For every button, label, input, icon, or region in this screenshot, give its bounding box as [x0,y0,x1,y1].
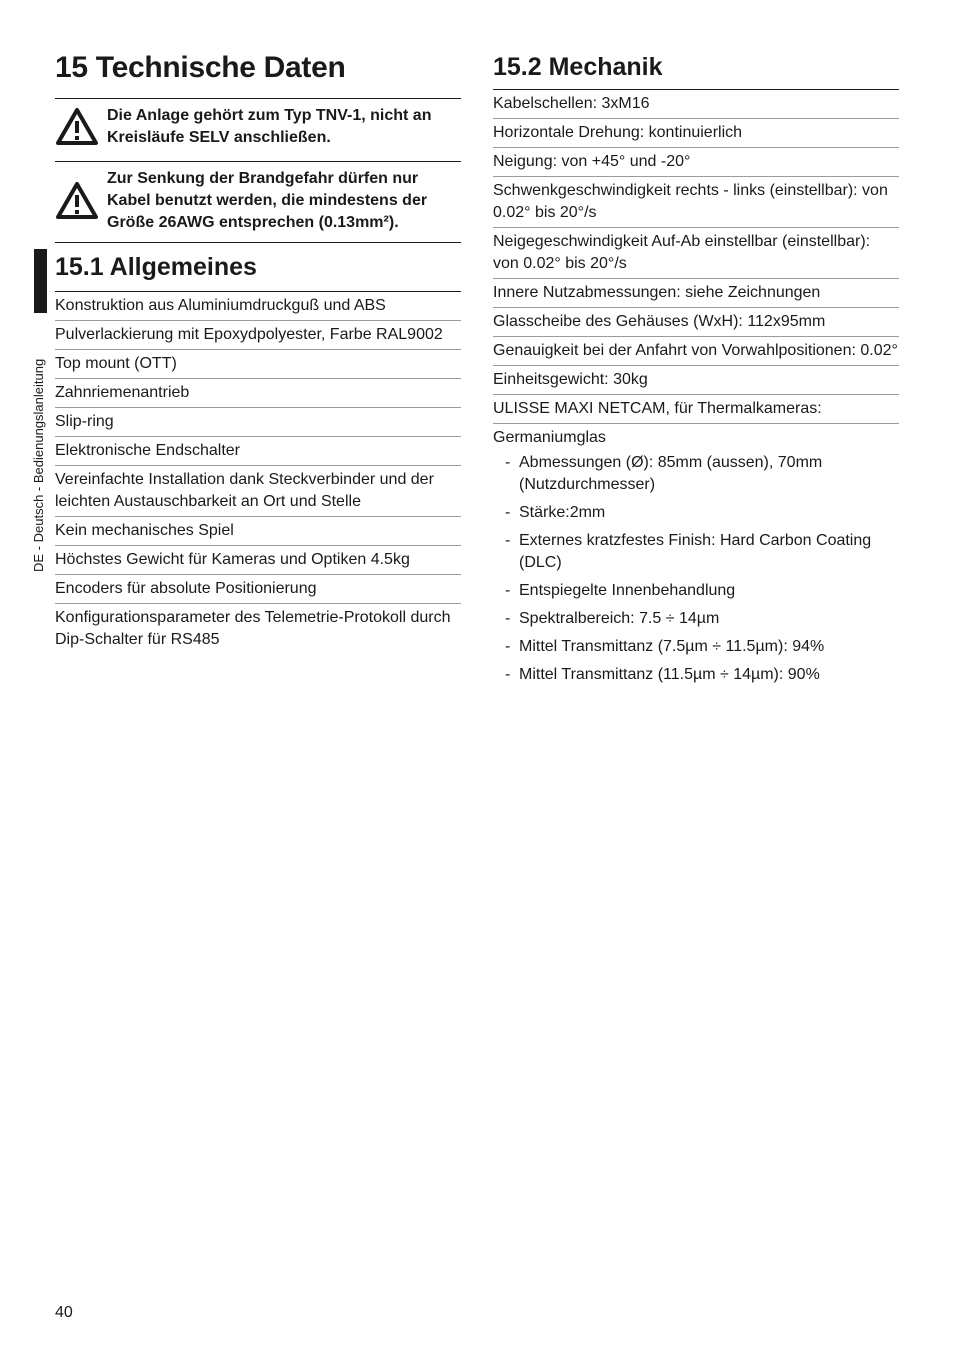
warning-triangle-icon [55,107,99,147]
list-item: Kabelschellen: 3xM16 [493,90,899,119]
list-item: Encoders für absolute Positionierung [55,575,461,604]
list-item: Slip-ring [55,408,461,437]
page-number: 40 [55,1304,73,1321]
list-item: Konfigurationsparameter des Telemetrie-Protokoll durch Dip-Schalter für RS485 [55,609,451,648]
section-heading-general: 15.1 Allgemeines [55,253,257,281]
right-column [493,50,899,692]
list-item: Zahnriemenantrieb [55,379,461,408]
list-item: Innere Nutzabmessungen: siehe Zeichnungen [493,279,899,308]
mechanics-list [493,89,899,692]
list-item: Pulverlackierung mit Epoxydpolyester, Farbe RAL9002 [55,321,461,350]
left-column [55,50,461,654]
list-item: Glasscheibe des Gehäuses (WxH): 112x95mm [493,308,899,337]
warning-box [55,161,461,242]
sublist-item: - Mittel Transmittanz (11.5µm ÷ 14µm): 90% [493,661,899,689]
list-item: Einheitsgewicht: 30kg [493,366,899,395]
list-item: Konstruktion aus Aluminiumdruckguß und ABS [55,292,461,321]
sublist-item: - Stärke:2mm [493,499,899,527]
germanium-sublist [493,449,899,689]
list-item: Genauigkeit bei der Anfahrt von Vorwahlpositionen: 0.02° [493,337,899,366]
list-item: Vereinfachte Installation dank Steckverbinder und der leichten Austauschbarkeit an Ort und Stelle [55,466,461,517]
sidebar-label: DE - Deutsch - Bedienungslanleitung [31,358,46,572]
sublist-item: - Mittel Transmittanz (7.5µm ÷ 11.5µm): 94% [493,633,899,661]
list-item-germanium [493,424,899,692]
sidebar-marker [34,249,47,313]
list-item: Horizontale Drehung: kontinuierlich [493,119,899,148]
list-item: Neigung: von +45° und -20° [493,148,899,177]
list-item: Top mount (OTT) [55,350,461,379]
sublist-item: - Entspiegelte Innenbehandlung [493,577,899,605]
warning-box [55,98,461,157]
section-heading-mechanics: 15.2 Mechanik [493,53,663,81]
list-item: Kein mechanisches Spiel [55,517,461,546]
list-item: Schwenkgeschwindigkeit rechts - links (einstellbar): von 0.02° bis 20°/s [493,177,899,228]
warning-text: Zur Senkung der Brandgefahr dürfen nur Kabel benutzt werden, die mindestens der Größe 26AWG entsprechen (0.13mm²). [107,170,428,231]
sublist-item: - Spektralbereich: 7.5 ÷ 14µm [493,605,899,633]
sublist-item: - Abmessungen (Ø): 85mm (aussen), 70mm (Nutzdurchmesser) [493,449,899,499]
warning-text: Die Anlage gehört zum Typ TNV-1, nicht an Kreisläufe SELV anschließen. [107,107,432,146]
sublist-item: - Externes kratzfestes Finish: Hard Carbon Coating (DLC) [493,527,899,577]
germanium-label: Germaniumglas [493,429,606,446]
list-item: Höchstes Gewicht für Kameras und Optiken 4.5kg [55,546,461,575]
general-list [55,291,461,654]
warning-triangle-icon [55,181,99,221]
list-item: Elektronische Endschalter [55,437,461,466]
list-item: Neigegeschwindigkeit Auf-Ab einstellbar (einstellbar): von 0.02° bis 20°/s [493,228,899,279]
page-title: 15 Technische Daten [55,51,346,84]
list-item: ULISSE MAXI NETCAM, für Thermalkameras: [493,395,899,424]
